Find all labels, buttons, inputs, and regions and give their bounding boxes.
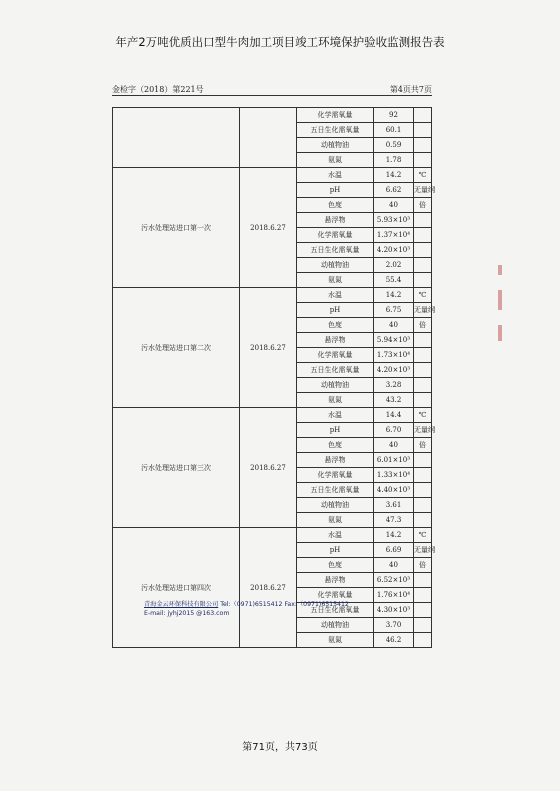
table-row <box>113 408 432 423</box>
item-cell: 化学需氧量 <box>297 348 374 363</box>
value-cell: 40 <box>374 438 414 453</box>
value-cell: 6.01×10³ <box>374 453 414 468</box>
item-cell: 氨氮 <box>297 153 374 168</box>
unit-cell: ℃ <box>414 168 432 183</box>
footer-fax: Fax:（0971)6515412 <box>284 601 349 608</box>
unit-cell: 倍 <box>414 318 432 333</box>
unit-cell: ℃ <box>414 408 432 423</box>
unit-cell <box>414 573 432 588</box>
item-cell: 氨氮 <box>297 393 374 408</box>
value-cell: 1.33×10⁴ <box>374 468 414 483</box>
value-cell: 6.52×10³ <box>374 573 414 588</box>
value-cell: 46.2 <box>374 633 414 648</box>
footer <box>144 600 349 618</box>
footer-company: 青海金云环保科技有限公司 <box>144 601 219 608</box>
sample-cell: 污水处理站进口第一次 <box>113 168 240 288</box>
date-cell: 2018.6.27 <box>240 408 297 528</box>
unit-cell <box>414 258 432 273</box>
side-stamp-mark <box>498 265 502 275</box>
item-cell: 化学需氧量 <box>297 108 374 123</box>
value-cell: 4.20×10³ <box>374 243 414 258</box>
unit-cell <box>414 378 432 393</box>
report-number: 金检字（2018）第221号 <box>112 85 204 94</box>
unit-cell: 倍 <box>414 438 432 453</box>
item-cell: 色度 <box>297 558 374 573</box>
value-cell: 6.69 <box>374 543 414 558</box>
date-cell: 2018.6.27 <box>240 288 297 408</box>
value-cell: 14.4 <box>374 408 414 423</box>
item-cell: pH <box>297 543 374 558</box>
footer-email: E-mail: jyhj2015 @163.com <box>144 610 230 617</box>
item-cell: 水温 <box>297 528 374 543</box>
item-cell: 动植物油 <box>297 618 374 633</box>
side-stamp-mark <box>498 290 502 310</box>
page-number: 第71页，共73页 <box>242 742 318 753</box>
value-cell: 14.2 <box>374 168 414 183</box>
item-cell: 氨氮 <box>297 513 374 528</box>
value-cell: 60.1 <box>374 123 414 138</box>
value-cell: 3.61 <box>374 498 414 513</box>
value-cell: 2.02 <box>374 258 414 273</box>
unit-cell: 无量纲 <box>414 543 432 558</box>
unit-cell: 无量纲 <box>414 183 432 198</box>
unit-cell <box>414 603 432 618</box>
item-cell: 氨氮 <box>297 273 374 288</box>
unit-cell <box>414 153 432 168</box>
sample-cell: 污水处理站进口第二次 <box>113 288 240 408</box>
date-cell: 2018.6.27 <box>240 168 297 288</box>
item-cell: 悬浮物 <box>297 213 374 228</box>
value-cell: 3.28 <box>374 378 414 393</box>
unit-cell <box>414 633 432 648</box>
value-cell: 1.76×10⁴ <box>374 588 414 603</box>
item-cell: 五日生化需氧量 <box>297 483 374 498</box>
value-cell: 1.78 <box>374 153 414 168</box>
value-cell: 1.37×10⁴ <box>374 228 414 243</box>
item-cell: 五日生化需氧量 <box>297 363 374 378</box>
page-info: 第4页共7页 <box>389 85 432 94</box>
table-row <box>113 528 432 543</box>
value-cell: 5.93×10³ <box>374 213 414 228</box>
value-cell: 14.2 <box>374 288 414 303</box>
unit-cell: 倍 <box>414 198 432 213</box>
table-row <box>113 168 432 183</box>
footer-tel: Tel:（0971)6515412 <box>220 601 283 608</box>
sample-cell: 污水处理站进口第三次 <box>113 408 240 528</box>
value-cell: 47.3 <box>374 513 414 528</box>
item-cell: pH <box>297 303 374 318</box>
value-cell: 40 <box>374 318 414 333</box>
side-stamp-mark <box>498 325 502 341</box>
unit-cell <box>414 348 432 363</box>
item-cell: 动植物油 <box>297 498 374 513</box>
item-cell: 动植物油 <box>297 378 374 393</box>
unit-cell <box>414 363 432 378</box>
sample-cell <box>113 108 240 168</box>
date-cell: 2018.6.27 <box>240 528 297 648</box>
unit-cell <box>414 513 432 528</box>
item-cell: 动植物油 <box>297 258 374 273</box>
item-cell: 五日生化需氧量 <box>297 243 374 258</box>
unit-cell <box>414 483 432 498</box>
item-cell: 五日生化需氧量 <box>297 123 374 138</box>
item-cell: pH <box>297 183 374 198</box>
header-rule <box>112 95 432 96</box>
item-cell: 五日生化需氧量 <box>297 603 374 618</box>
value-cell: 6.75 <box>374 303 414 318</box>
unit-cell: 无量纲 <box>414 423 432 438</box>
unit-cell <box>414 333 432 348</box>
value-cell: 1.73×10⁴ <box>374 348 414 363</box>
unit-cell <box>414 453 432 468</box>
item-cell: 化学需氧量 <box>297 228 374 243</box>
item-cell: 氨氮 <box>297 633 374 648</box>
unit-cell <box>414 588 432 603</box>
unit-cell <box>414 138 432 153</box>
value-cell: 14.2 <box>374 528 414 543</box>
item-cell: 色度 <box>297 198 374 213</box>
value-cell: 55.4 <box>374 273 414 288</box>
document-title: 年产2万吨优质出口型牛肉加工项目竣工环境保护验收监测报告表 <box>115 35 445 49</box>
unit-cell: ℃ <box>414 288 432 303</box>
item-cell: 水温 <box>297 288 374 303</box>
item-cell: 化学需氧量 <box>297 468 374 483</box>
item-cell: 色度 <box>297 318 374 333</box>
sample-cell: 污水处理站进口第四次 <box>113 528 240 648</box>
item-cell: 悬浮物 <box>297 573 374 588</box>
value-cell: 6.70 <box>374 423 414 438</box>
unit-cell <box>414 498 432 513</box>
value-cell: 5.94×10³ <box>374 333 414 348</box>
unit-cell <box>414 108 432 123</box>
value-cell: 6.62 <box>374 183 414 198</box>
value-cell: 3.70 <box>374 618 414 633</box>
unit-cell <box>414 213 432 228</box>
unit-cell <box>414 393 432 408</box>
value-cell: 43.2 <box>374 393 414 408</box>
value-cell: 40 <box>374 198 414 213</box>
unit-cell: ℃ <box>414 528 432 543</box>
item-cell: 水温 <box>297 168 374 183</box>
monitoring-table <box>112 107 435 648</box>
value-cell: 92 <box>374 108 414 123</box>
item-cell: pH <box>297 423 374 438</box>
unit-cell <box>414 123 432 138</box>
item-cell: 悬浮物 <box>297 453 374 468</box>
item-cell: 化学需氧量 <box>297 588 374 603</box>
unit-cell <box>414 243 432 258</box>
table-row <box>113 108 432 123</box>
unit-cell: 倍 <box>414 558 432 573</box>
date-cell <box>240 108 297 168</box>
unit-cell <box>414 618 432 633</box>
unit-cell: 无量纲 <box>414 303 432 318</box>
unit-cell <box>414 468 432 483</box>
value-cell: 40 <box>374 558 414 573</box>
table-row <box>113 288 432 303</box>
value-cell: 4.40×10³ <box>374 483 414 498</box>
item-cell: 动植物油 <box>297 138 374 153</box>
value-cell: 4.30×10³ <box>374 603 414 618</box>
value-cell: 4.20×10³ <box>374 363 414 378</box>
item-cell: 色度 <box>297 438 374 453</box>
item-cell: 悬浮物 <box>297 333 374 348</box>
unit-cell <box>414 228 432 243</box>
value-cell: 0.59 <box>374 138 414 153</box>
item-cell: 水温 <box>297 408 374 423</box>
unit-cell <box>414 273 432 288</box>
